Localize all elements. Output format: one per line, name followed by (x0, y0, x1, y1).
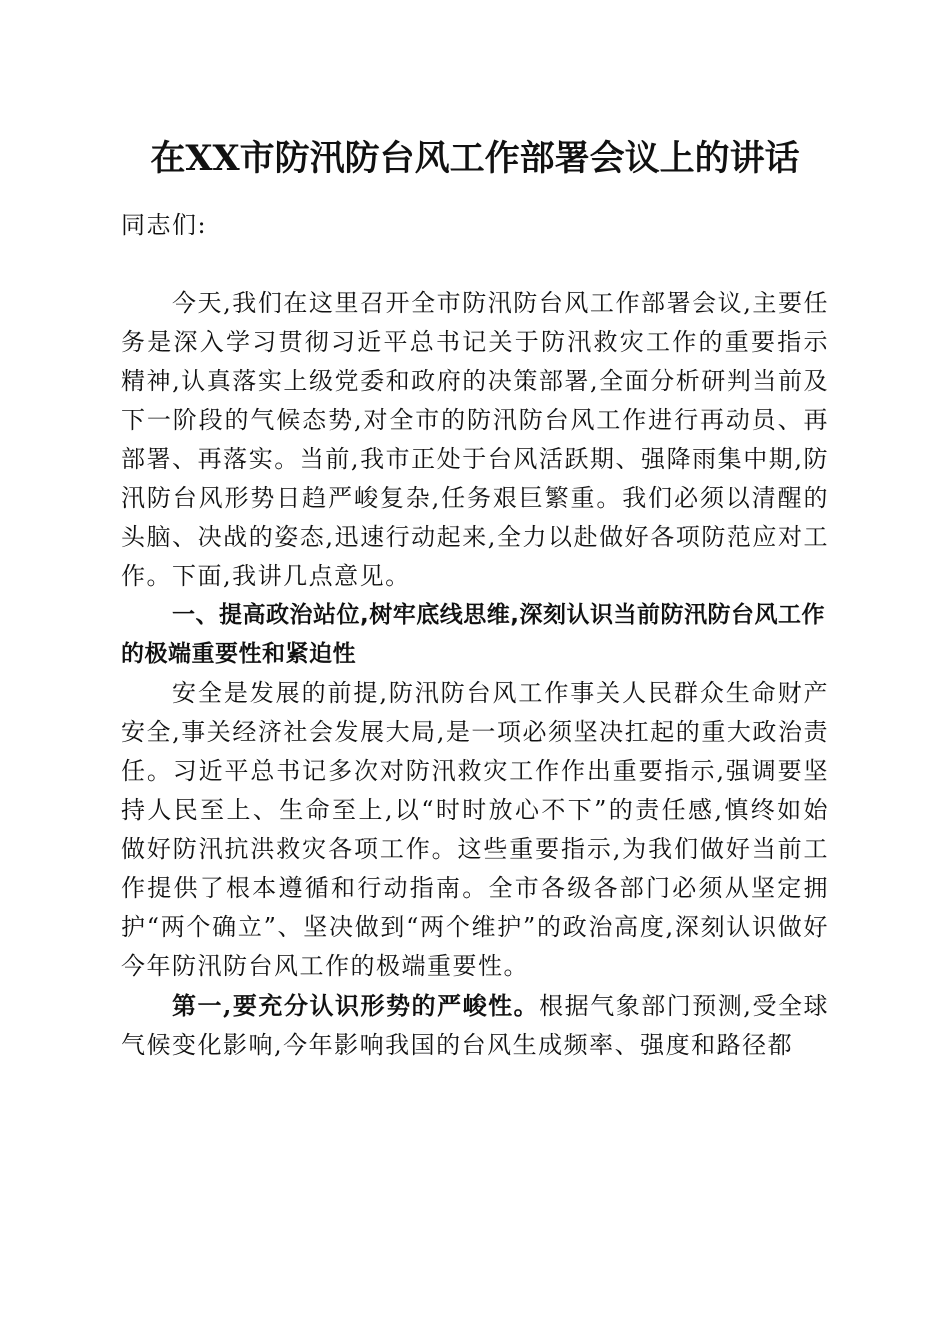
first-point-text: 根据气象部门预测,受全球气候变化影响,今年影响我国的台风生成频率、强度和路径都 (121, 992, 829, 1059)
salutation: 同志们: (121, 211, 208, 239)
document-title: 在XX市防汛防台风工作部署会议上的讲话 (150, 138, 800, 179)
section-heading-1: 一、提高政治站位,树牢底线思维,深刻认识当前防汛防台风工作的极端重要性和紧迫性 (121, 602, 825, 667)
paragraph-opening: 今天,我们在这里召开全市防汛防台风工作部署会议,主要任务是深入学习贯彻习近平总书记关于防汛救灾工作的重要指示精神,认真落实上级党委和政府的决策部署,全面分析研判当前及下一阶段的气候态势,对全市的防汛防台风工作进行再动员、再部署、再落实。当前,我市正处于台风活跃期、强降雨集中期,防汛防台风形势日趋严峻复杂,任务艰巨繁重。我们必须以清醒的头脑、决战的姿态,迅速行动起来,全力以赴做好各项防范应对工作。下面,我讲几点意见。 (121, 289, 829, 590)
paragraph-safety: 安全是发展的前提,防汛防台风工作事关人民群众生命财产安全,事关经济社会发展大局,是一项必须坚决扛起的重大政治责任。习近平总书记多次对防汛救灾工作作出重要指示,强调要坚持人民至上、生命至上,以“时时放心不下”的责任感,慎终如始做好防汛抗洪救灾各项工作。这些重要指示,为我们做好当前工作提供了根本遵循和行动指南。全市各级各部门必须从坚定拥护“两个确立”、坚决做到“两个维护”的政治高度,深刻认识做好今年防汛防台风工作的极端重要性。 (121, 679, 829, 980)
first-point-lead: 第一,要充分认识形势的严峻性。 (172, 991, 540, 1020)
paragraph-first-point (121, 986, 829, 1065)
document-body (121, 284, 829, 1065)
